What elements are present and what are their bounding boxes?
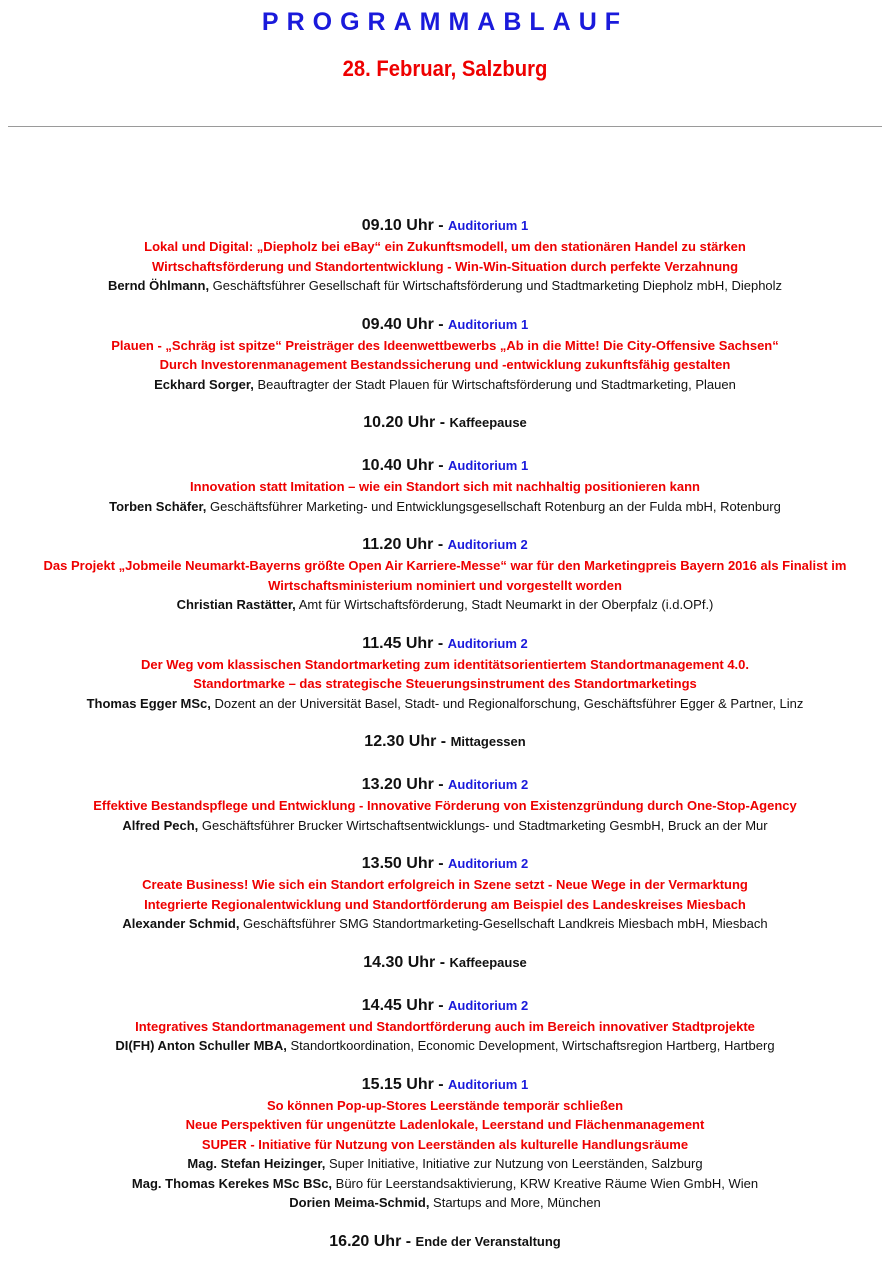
time-separator: - xyxy=(401,1232,416,1250)
session-room: Auditorium 2 xyxy=(448,856,529,871)
session-room: Auditorium 1 xyxy=(448,1076,529,1092)
session-speaker xyxy=(0,816,890,836)
session-topic: Durch Investorenmanagement Bestandssicherung und -entwicklung zukunftsfähig gestalten xyxy=(159,357,731,372)
session-header xyxy=(0,214,890,237)
session-topic: Innovation statt Imitation – wie ein Standort sich mit nachhaltig positionieren kann xyxy=(190,479,700,494)
break-label: Ende der Veranstaltung xyxy=(415,1233,561,1249)
session-topic: Das Projekt „Jobmeile Neumarkt-Bayerns größte Open Air Karriere-Messe“ war für den Marketingpreis Bayern 2016 als Finalist im Wirtschaftsministerium nominiert und vorgestellt worden xyxy=(43,558,847,593)
speaker-name: Bernd Öhlmann, xyxy=(107,278,210,293)
program-session xyxy=(0,313,890,395)
program-session xyxy=(0,1073,890,1213)
speaker-name: Alexander Schmid, xyxy=(122,916,240,931)
speaker-name: Thomas Egger MSc, xyxy=(86,695,211,711)
session-speaker xyxy=(0,595,890,615)
time-separator: - xyxy=(433,634,448,652)
session-room: Auditorium 1 xyxy=(448,316,529,332)
session-speaker xyxy=(0,497,890,517)
session-topic: Standortmarke – das strategische Steuerungsinstrument des Standortmarketings xyxy=(193,676,697,691)
session-header xyxy=(0,852,890,875)
session-time: 11.45 Uhr xyxy=(362,634,434,652)
program-session xyxy=(0,852,890,934)
session-time: 11.20 Uhr xyxy=(362,536,434,553)
session-topic: Integratives Standortmanagement und Standortförderung auch im Bereich innovativer Stadtprojekte xyxy=(135,1018,755,1034)
speaker-role: Standortkoordination, Economic Development, Wirtschaftsregion Hartberg, Hartberg xyxy=(286,1038,775,1053)
session-time: 14.45 Uhr xyxy=(361,996,434,1014)
session-header xyxy=(0,773,890,796)
session-speaker xyxy=(0,1174,890,1194)
time-separator: - xyxy=(433,855,449,872)
session-topic: Neue Perspektiven für ungenützte Ladenlokale, Leerstand und Flächenmanagement xyxy=(185,1117,705,1132)
time-separator: - xyxy=(433,315,449,333)
session-room: Auditorium 2 xyxy=(447,537,528,552)
session-room: Auditorium 1 xyxy=(448,458,529,473)
session-topic: Plauen - „Schräg ist spitze“ Preisträger des Ideenwettbewerbs „Ab in die Mitte! Die City-Offensive Sachsen“ xyxy=(111,337,779,353)
program-session xyxy=(0,454,890,516)
time-separator: - xyxy=(436,733,451,750)
time-separator: - xyxy=(433,1075,449,1093)
speaker-role: Büro für Leerstandsaktivierung, KRW Kreative Räume Wien GmbH, Wien xyxy=(332,1175,759,1191)
session-time: 10.20 Uhr xyxy=(363,414,436,431)
session-header xyxy=(0,632,890,655)
session-time: 13.50 Uhr xyxy=(361,855,434,872)
session-time: 12.30 Uhr xyxy=(364,733,437,750)
page-subtitle: 28. Februar, Salzburg xyxy=(342,56,548,81)
session-topic: Integrierte Regionalentwicklung und Standortförderung am Beispiel des Landeskreises Miesbach xyxy=(144,896,746,912)
speaker-name: Alfred Pech, xyxy=(122,817,199,833)
session-header xyxy=(0,951,890,974)
time-separator: - xyxy=(433,457,449,474)
time-separator: - xyxy=(433,776,449,793)
break-label: Kaffeepause xyxy=(449,415,527,430)
program-session xyxy=(0,214,890,296)
time-separator: - xyxy=(435,414,450,431)
speaker-name: DI(FH) Anton Schuller MBA, xyxy=(115,1038,287,1053)
session-speaker xyxy=(0,1193,890,1213)
speaker-name: Torben Schäfer, xyxy=(109,498,207,514)
session-room: Auditorium 2 xyxy=(447,635,528,651)
header-divider xyxy=(8,126,882,127)
speaker-role: Dozent an der Universität Basel, Stadt- und Regionalforschung, Geschäftsführer Egger & Partner, Linz xyxy=(210,695,804,711)
session-topic: Der Weg vom klassischen Standortmarketing zum identitätsorientiertem Standortmanagement 4.0. xyxy=(140,656,750,672)
program-session xyxy=(0,533,890,615)
program-break xyxy=(0,1230,890,1253)
speaker-name: Mag. Thomas Kerekes MSc BSc, xyxy=(131,1175,333,1191)
session-header xyxy=(0,1230,890,1253)
speaker-role: Amt für Wirtschaftsförderung, Stadt Neumarkt in der Oberpfalz (i.d.OPf.) xyxy=(295,597,714,612)
session-time: 09.40 Uhr xyxy=(361,315,434,333)
session-room: Auditorium 2 xyxy=(448,777,529,792)
session-topic: Lokal und Digital: „Diepholz bei eBay“ ein Zukunftsmodell, um den stationären Handel zu stärken xyxy=(144,239,746,254)
page-title: PROGRAMMABLAUF xyxy=(261,8,629,36)
break-label: Mittagessen xyxy=(450,734,526,749)
session-header xyxy=(0,1073,890,1096)
speaker-name: Christian Rastätter, xyxy=(176,597,296,612)
speaker-name: Dorien Meima-Schmid, xyxy=(289,1195,430,1210)
speaker-role: Super Initiative, Initiative zur Nutzung von Leerständen, Salzburg xyxy=(325,1156,703,1171)
session-header xyxy=(0,313,890,336)
session-speaker xyxy=(0,375,890,395)
session-speaker xyxy=(0,276,890,296)
session-header xyxy=(0,994,890,1017)
program-break xyxy=(0,411,890,434)
break-label: Kaffeepause xyxy=(449,954,527,970)
program-session xyxy=(0,773,890,835)
session-speaker xyxy=(0,1154,890,1174)
speaker-role: Geschäftsführer Marketing- und Entwicklungsgesellschaft Rotenburg an der Fulda mbH, Rotenburg xyxy=(206,498,781,514)
session-speaker xyxy=(0,1036,890,1056)
session-room: Auditorium 1 xyxy=(448,218,529,233)
session-time: 15.15 Uhr xyxy=(361,1075,434,1093)
session-time: 14.30 Uhr xyxy=(363,953,436,971)
speaker-name: Eckhard Sorger, xyxy=(154,376,254,392)
time-separator: - xyxy=(433,536,448,553)
session-topic: Effektive Bestandspflege und Entwicklung - Innovative Förderung von Existenzgründung durch One-Stop-Agency xyxy=(93,798,797,813)
speaker-name: Mag. Stefan Heizinger, xyxy=(187,1156,326,1171)
session-time: 16.20 Uhr xyxy=(329,1232,402,1250)
speaker-role: Geschäftsführer Brucker Wirtschaftsentwicklungs- und Stadtmarketing GesmbH, Bruck an der Mur xyxy=(198,817,768,833)
time-separator: - xyxy=(433,217,449,234)
session-topic: So können Pop-up-Stores Leerstände temporär schließen xyxy=(266,1097,624,1113)
speaker-role: Geschäftsführer Gesellschaft für Wirtschaftsförderung und Stadtmarketing Diepholz mbH, Diepholz xyxy=(209,278,783,293)
session-header xyxy=(0,411,890,434)
session-header xyxy=(0,454,890,477)
program-break xyxy=(0,951,890,974)
program-session xyxy=(0,632,890,714)
session-topic: SUPER - Initiative für Nutzung von Leerständen als kulturelle Handlungsräume xyxy=(201,1136,689,1152)
session-topic: Wirtschaftsförderung und Standortentwicklung - Win-Win-Situation durch perfekte Verzahnung xyxy=(151,258,739,274)
program-session xyxy=(0,994,890,1056)
speaker-role: Startups and More, München xyxy=(429,1195,601,1210)
session-speaker xyxy=(0,694,890,714)
speaker-role: Beauftragter der Stadt Plauen für Wirtschaftsförderung und Stadtmarketing, Plauen xyxy=(253,376,736,392)
session-header xyxy=(0,533,890,556)
session-header xyxy=(0,730,890,753)
program-break xyxy=(0,730,890,753)
session-topic: Create Business! Wie sich ein Standort erfolgreich in Szene setzt - Neue Wege in der Vermarktung xyxy=(142,877,748,892)
program-list xyxy=(0,214,890,1273)
speaker-role: Geschäftsführer SMG Standortmarketing-Gesellschaft Landkreis Miesbach mbH, Miesbach xyxy=(239,916,768,931)
session-time: 10.40 Uhr xyxy=(361,457,434,474)
session-time: 09.10 Uhr xyxy=(361,217,434,234)
session-time: 13.20 Uhr xyxy=(361,776,434,793)
session-speaker xyxy=(0,914,890,934)
time-separator: - xyxy=(435,953,450,971)
time-separator: - xyxy=(433,996,449,1014)
session-room: Auditorium 2 xyxy=(448,997,529,1013)
